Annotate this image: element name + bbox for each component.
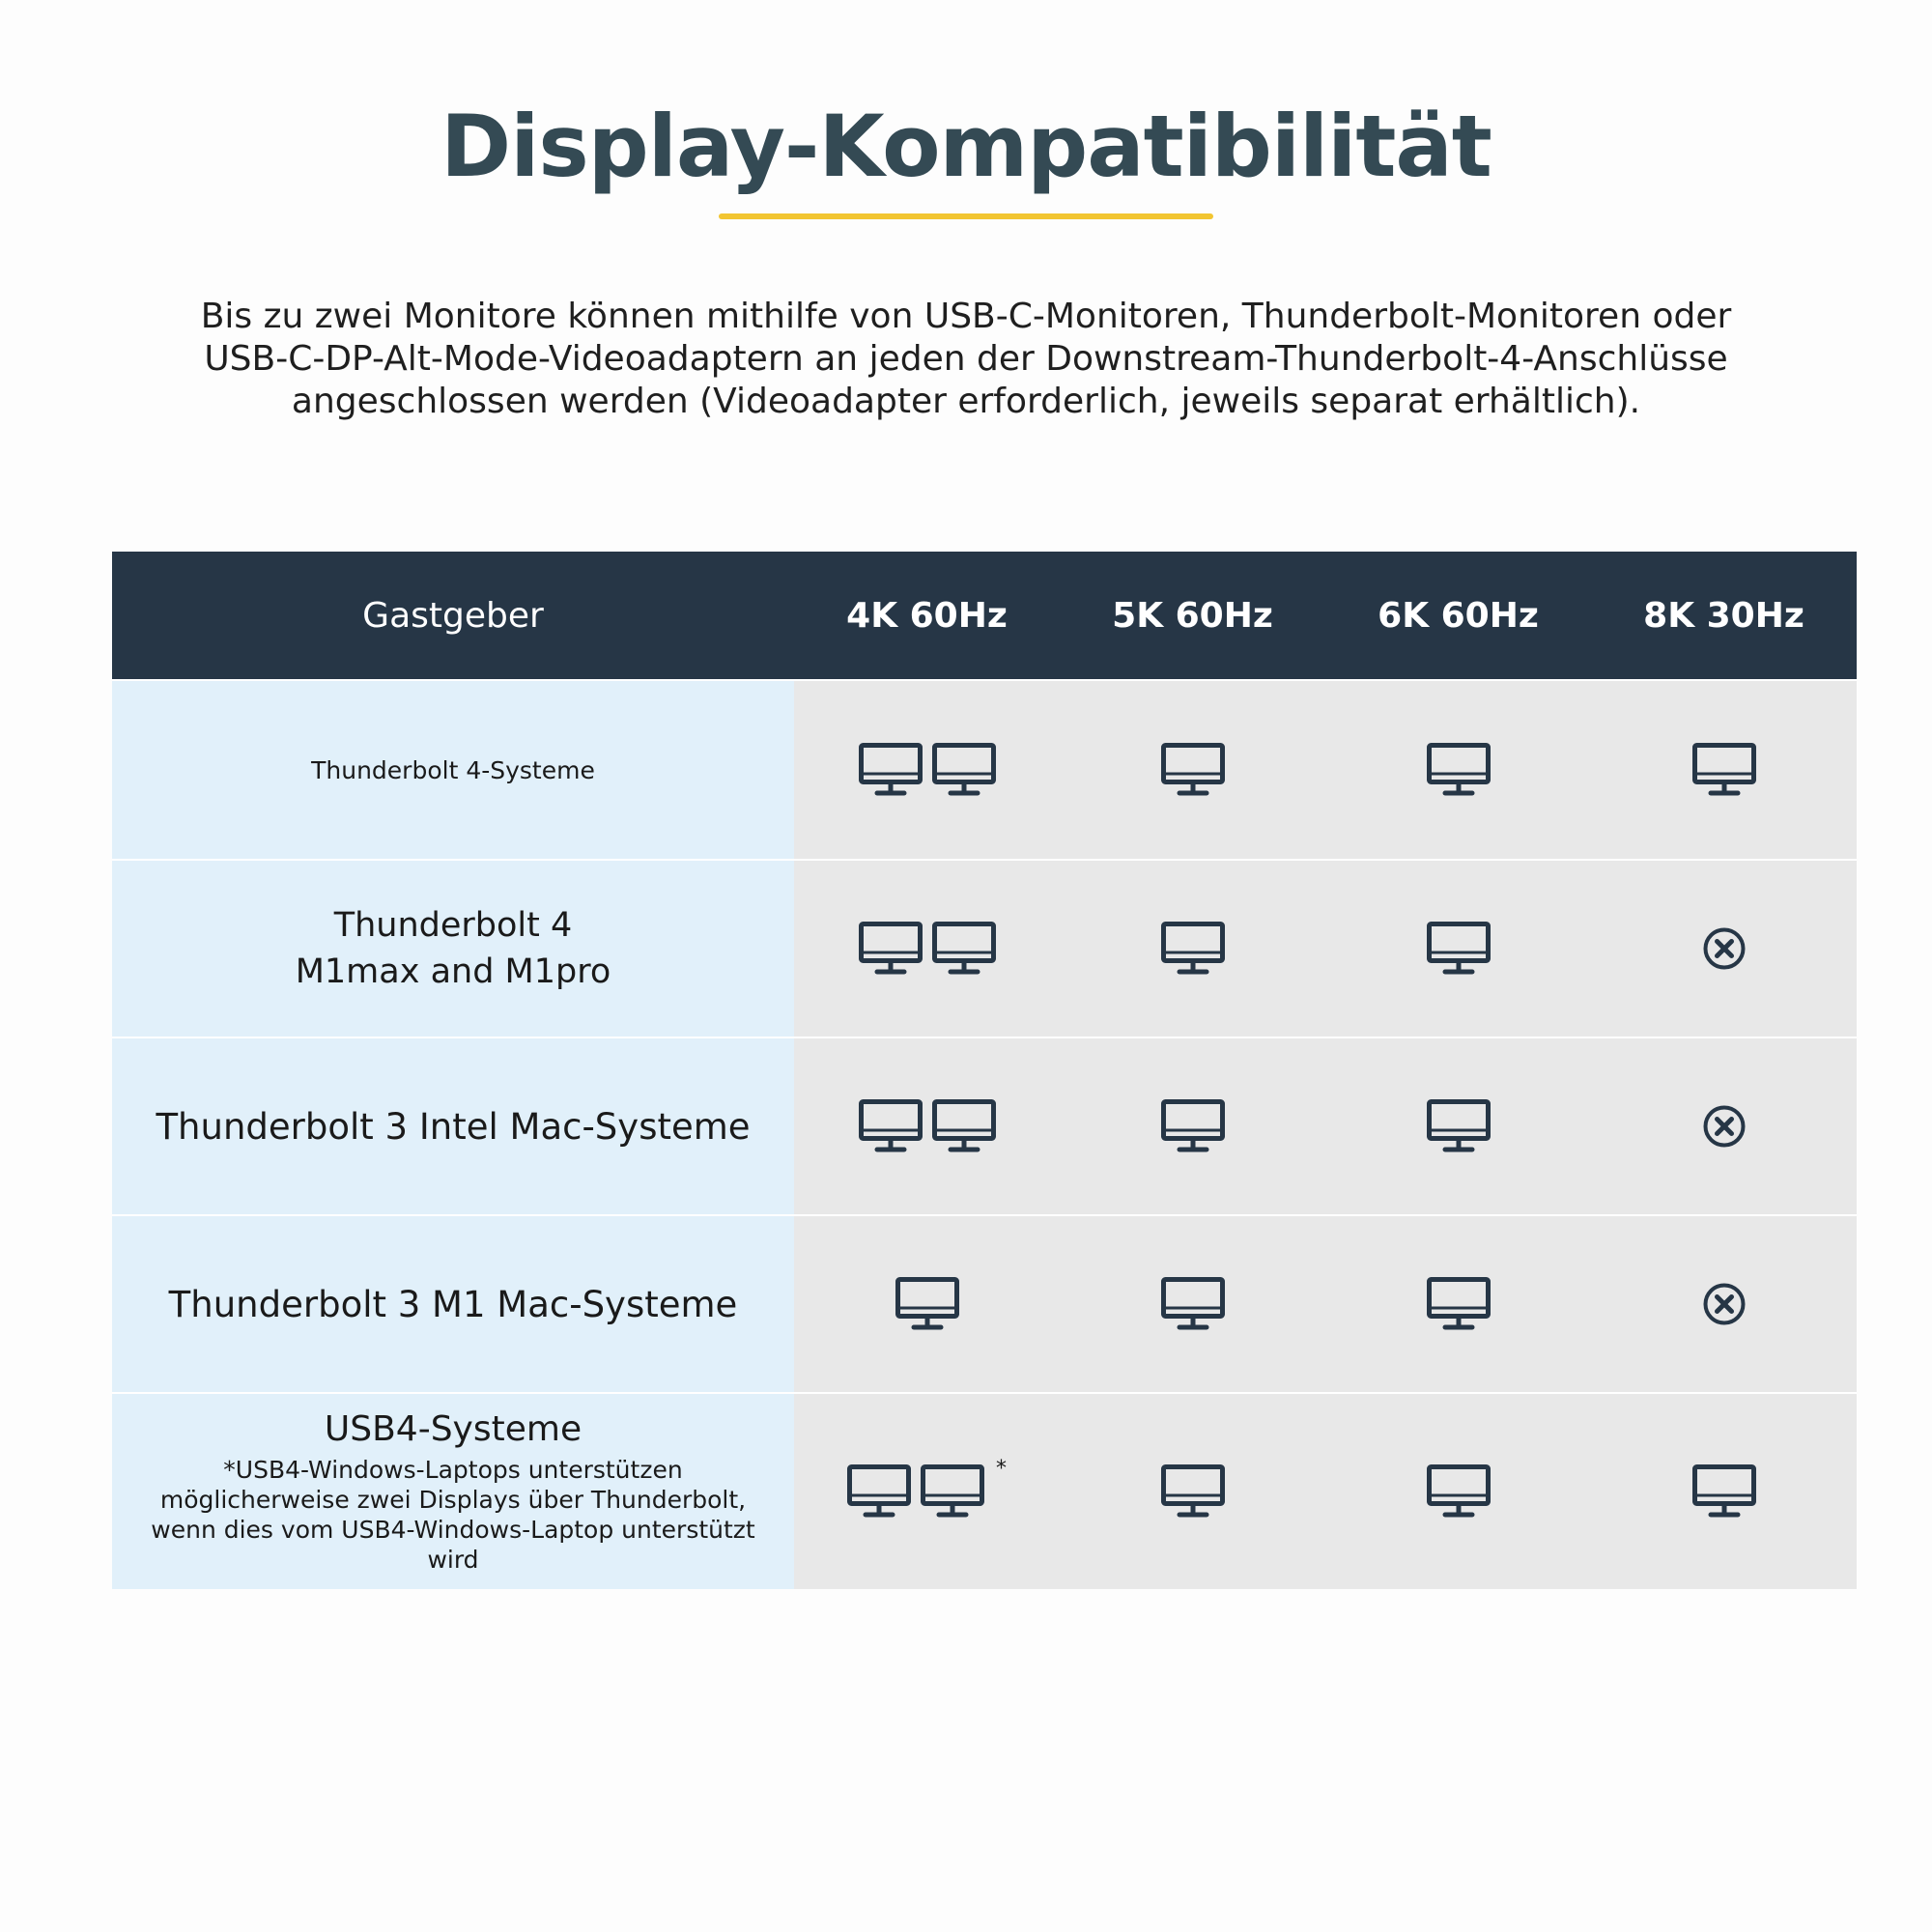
value-cell xyxy=(1060,1038,1325,1214)
value-cell xyxy=(1591,1038,1857,1214)
x-circle-icon xyxy=(1702,926,1747,971)
host-cell xyxy=(112,681,794,859)
host-label-line2: M1max and M1pro xyxy=(295,952,611,991)
icon-group xyxy=(1427,1099,1491,1153)
table-row xyxy=(112,1392,1857,1589)
icon-group xyxy=(859,1099,996,1153)
x-circle-icon xyxy=(1702,1104,1747,1149)
host-label: Thunderbolt 3 Intel Mac-Systeme xyxy=(156,1105,751,1148)
icon-group xyxy=(1161,922,1225,976)
value-cell xyxy=(794,1038,1060,1214)
table-row xyxy=(112,859,1857,1037)
monitor-icon xyxy=(859,922,923,976)
intro-text xyxy=(145,296,1787,423)
icon-group xyxy=(895,1277,959,1331)
value-cell xyxy=(1591,1216,1857,1392)
table-row xyxy=(112,1214,1857,1392)
value-cell xyxy=(794,1394,1060,1589)
icon-group xyxy=(859,922,996,976)
value-cell xyxy=(1325,1038,1591,1214)
monitor-icon xyxy=(932,1099,996,1153)
value-cell xyxy=(1325,1394,1591,1589)
monitor-icon xyxy=(895,1277,959,1331)
icon-group xyxy=(1692,743,1756,797)
title-underline xyxy=(719,213,1213,219)
icon-group xyxy=(847,1457,1007,1519)
header-4k-60hz: 4K 60Hz xyxy=(846,595,1008,636)
monitor-icon xyxy=(932,743,996,797)
icon-group xyxy=(1161,1464,1225,1519)
value-cell xyxy=(1060,861,1325,1037)
monitor-icon xyxy=(1427,922,1491,976)
monitor-icon xyxy=(932,922,996,976)
monitor-icon xyxy=(1692,1464,1756,1519)
monitor-icon xyxy=(859,743,923,797)
monitor-icon xyxy=(847,1464,911,1519)
icon-group xyxy=(1702,1282,1747,1326)
header-host: Gastgeber xyxy=(362,595,544,636)
monitor-icon xyxy=(1161,1099,1225,1153)
host-label: Thunderbolt 3 M1 Mac-Systeme xyxy=(168,1283,738,1325)
header-8k-30hz: 8K 30Hz xyxy=(1643,595,1804,636)
intro-line: USB-C-DP-Alt-Mode-Videoadaptern an jeden der Downstream-Thunderbolt-4-Anschlüsse xyxy=(204,339,1728,379)
host-cell xyxy=(112,1394,794,1589)
monitor-icon xyxy=(1692,743,1756,797)
value-cell xyxy=(1060,1394,1325,1589)
value-cell xyxy=(1591,681,1857,859)
host-label: USB4-Systeme xyxy=(324,1408,582,1449)
host-cell xyxy=(112,861,794,1037)
icon-group xyxy=(1161,1099,1225,1153)
icon-group xyxy=(1427,1464,1491,1519)
value-cell xyxy=(1591,861,1857,1037)
x-circle-icon xyxy=(1702,1282,1747,1326)
table-header xyxy=(112,552,1857,679)
header-5k-60hz: 5K 60Hz xyxy=(1112,595,1273,636)
value-cell xyxy=(1325,681,1591,859)
footnote-text: *USB4-Windows-Laptops unterstützen möglicherweise zwei Displays über Thunderbolt, wenn dies vom USB4-Windows-Laptop unterstützt wird xyxy=(151,1455,755,1574)
monitor-icon xyxy=(921,1464,984,1519)
icon-group xyxy=(1692,1464,1756,1519)
monitor-icon xyxy=(1427,1464,1491,1519)
icon-group xyxy=(859,743,996,797)
table-row xyxy=(112,1037,1857,1214)
monitor-icon xyxy=(1161,743,1225,797)
icon-group xyxy=(1427,922,1491,976)
value-cell xyxy=(1591,1394,1857,1589)
page-title: Display-Kompatibilität xyxy=(440,97,1492,196)
table-row xyxy=(112,679,1857,859)
footnote-asterisk: * xyxy=(996,1457,1007,1481)
intro-line: Bis zu zwei Monitore können mithilfe von USB-C-Monitoren, Thunderbolt-Monitoren oder xyxy=(200,297,1732,336)
icon-group xyxy=(1161,1277,1225,1331)
intro-line: angeschlossen werden (Videoadapter erforderlich, jeweils separat erhältlich). xyxy=(291,382,1641,421)
monitor-icon xyxy=(1427,1099,1491,1153)
host-label-line1: Thunderbolt 4 xyxy=(333,906,573,945)
icon-group xyxy=(1702,926,1747,971)
host-cell xyxy=(112,1038,794,1214)
value-cell xyxy=(1325,1216,1591,1392)
icon-group xyxy=(1427,743,1491,797)
monitor-icon xyxy=(1161,922,1225,976)
host-label: Thunderbolt 4-Systeme xyxy=(311,755,595,784)
value-cell xyxy=(1060,1216,1325,1392)
header-6k-60hz: 6K 60Hz xyxy=(1378,595,1539,636)
compatibility-table xyxy=(112,552,1857,1589)
value-cell xyxy=(1325,861,1591,1037)
host-cell xyxy=(112,1216,794,1392)
monitor-icon xyxy=(859,1099,923,1153)
monitor-icon xyxy=(1427,1277,1491,1331)
icon-group xyxy=(1161,743,1225,797)
monitor-icon xyxy=(1161,1277,1225,1331)
icon-group xyxy=(1427,1277,1491,1331)
value-cell xyxy=(794,681,1060,859)
value-cell xyxy=(1060,681,1325,859)
monitor-icon xyxy=(1427,743,1491,797)
icon-group xyxy=(1702,1104,1747,1149)
value-cell xyxy=(794,861,1060,1037)
monitor-icon xyxy=(1161,1464,1225,1519)
value-cell xyxy=(794,1216,1060,1392)
